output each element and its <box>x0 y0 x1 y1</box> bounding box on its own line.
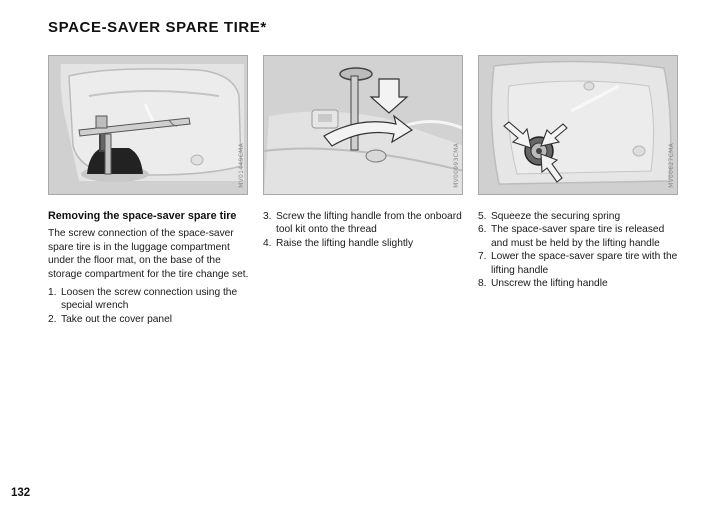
page-title: SPACE-SAVER SPARE TIRE* <box>48 19 267 36</box>
figure-code: MV01449CMA <box>238 143 245 188</box>
figure-securing-spring <box>478 55 678 195</box>
list-item: 1. Loosen the screw connection using the special wrench <box>48 287 238 312</box>
list-item: 6. The space-saver spare tire is released and must be held by the lifting handle <box>478 224 665 249</box>
list-item: 5. Squeeze the securing spring <box>478 211 621 222</box>
column-3 <box>478 210 683 290</box>
figure-lifting-handle <box>263 55 463 195</box>
list-item: 3. Screw the lifting handle from the onboard tool kit onto the thread <box>263 211 462 236</box>
page-number: 132 <box>11 487 31 499</box>
steps-list-3 <box>478 210 683 290</box>
steps-list-2 <box>263 210 468 250</box>
figure-code: MV00993CMA <box>453 143 460 188</box>
steps-list-1 <box>48 286 253 326</box>
section-heading: Removing the space-saver spare tire <box>48 210 237 222</box>
lifting-handle-illustration <box>264 56 463 195</box>
figure-code: MV00627CMA <box>668 143 675 188</box>
section-intro: The screw connection of the space-saver spare tire is in the luggage compartment under the floor mat, on the base of the storage compartment for the tire change set. <box>48 228 249 280</box>
list-item: 4. Raise the lifting handle slightly <box>263 237 414 249</box>
list-item: 2. Take out the cover panel <box>48 313 173 325</box>
list-item: 7. Lower the space-saver spare tire with the lifting handle <box>478 251 678 276</box>
list-item: 8. Unscrew the lifting handle <box>478 278 608 290</box>
wrench-on-screw-illustration <box>49 56 248 195</box>
securing-spring-illustration <box>479 56 678 195</box>
column-1 <box>48 210 253 326</box>
figure-wrench <box>48 55 248 195</box>
column-2 <box>263 210 468 250</box>
